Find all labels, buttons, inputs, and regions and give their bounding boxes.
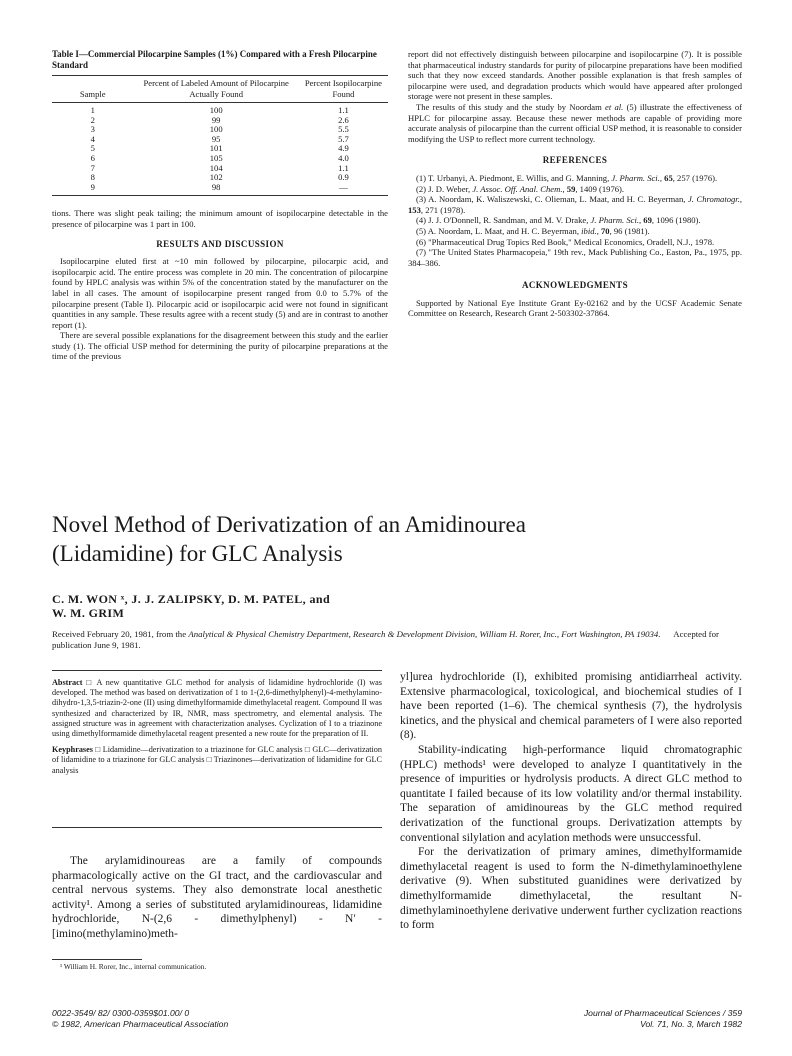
table-cell: 2.6	[338, 114, 349, 125]
keyphrases-text: Keyphrases □ Lidamidine—derivatization to a triazinone for GLC analysis □ GLC—derivatization of lidamidine to a triazinone for GLC analysis □ Triazinones—derivatization of lidamidine for GLC analysis	[52, 745, 382, 775]
left-top-column	[52, 49, 388, 362]
results-heading: RESULTS AND DISCUSSION	[156, 238, 284, 249]
table-cell: 6	[90, 152, 95, 163]
table-cell: 98	[211, 181, 221, 192]
table-pilocarpine	[52, 76, 388, 192]
table-cell: 105	[209, 152, 223, 163]
table-cell: 8	[90, 172, 95, 183]
table-cell: 9	[90, 181, 95, 192]
table-cell: —	[339, 181, 348, 192]
table-cell: 1.1	[338, 105, 349, 115]
table-cell: 5.5	[338, 124, 349, 135]
references-list	[408, 173, 742, 268]
discussion-paragraph-4: The results of this study and the study by Noordam et al. (5) illustrate the effectiveness of HPLC for pilocarpine assay. Because these newer methods are capable of providing more accurate analysis of pilocarpine than the current official USP method, it is reasonable to consider modifying the USP to reflect more current technology.	[408, 101, 742, 144]
footnote-rule	[52, 959, 142, 960]
table-cell: 102	[209, 172, 223, 183]
table-cell: 2	[90, 114, 95, 125]
body-left-column	[52, 854, 382, 942]
table-cell: 100	[209, 105, 223, 115]
table-cell: 1.1	[338, 162, 349, 173]
article-authors: C. M. WON ˣ, J. J. ZALIPSKY, D. M. PATEL, and W. M. GRIM	[52, 592, 331, 620]
body-right-column	[400, 670, 742, 933]
body-paragraph-3: Stability-indicating high-performance liquid chromatographic (HPLC) methods¹ were developed to analyze I quantitatively in the presence of impurities or hydrolysis products. A direct GLC method to quantitate I failed because of its low volatility and/or thermal instability. The separation of amidinoureas by the GLC method required derivatization of the functional groups. Derivatization attempts by conventional silylation and acylation methods were unsuccessful.	[400, 743, 742, 844]
table-cell: 5	[90, 143, 95, 154]
table-cell: 0.9	[338, 172, 349, 183]
table-header-percent-iso: Percent Isopilocarpine Found	[304, 78, 382, 99]
table-cell: 104	[209, 162, 223, 173]
body-paragraph-4: For the derivatization of primary amines, dimethylformamide dimethylacetal reagent is used to form the N-dimethylaminoethylene derivative (9). When substituted guanidines were derivatized by dimethylformamide dimethylacetal, the resultant N-dimethylaminoethylene derivative underwent further cyclization reactions to form	[400, 846, 742, 932]
reference-item: (5) A. Noordam, L. Maat, and H. C. Beyerman, ibid., 70, 96 (1981).	[416, 225, 650, 236]
body-paragraph-1: The arylamidinoureas are a family of compounds pharmacologically active on the GI tract, and the cardiovascular and central nervous systems. They also demonstrate local anesthetic activity¹. Among a series of substituted arylamidinoureas, lidamidine hydrochloride, N-(2,6 - dimethylphenyl) - N′ - [imino(methylamino)meth-	[52, 855, 382, 940]
abstract-bottom-rule	[52, 827, 382, 828]
table-header-sample: Sample	[79, 88, 106, 99]
results-paragraph-2: There are several possible explanations for the disagreement between this study and the earlier study (1). The official USP method for determining the purity of pilocarpine preparations at the time of the previous	[52, 330, 388, 362]
discussion-paragraph-3: report did not effectively distinguish between pilocarpine and isopilocarpine (7). It is possible that pharmaceutical industry standards for purity of pilocarpine preparations have been modified such that they now exceed standards. Another possible explanation is that fresh samples of pilocarpine were used, and degradation products which would have appeared after prolonged storage were not present in these samples.	[408, 49, 742, 102]
results-paragraph-1: Isopilocarpine eluted first at ~10 min followed by pilocarpine, pilocarpic acid, and isopilocarpic acid. The entire process was complete in 20 min. The concentration of pilocarpine found by HPLC analysis was within 5% of the concentration stated by the manufacturer on the label in all cases. The amount of isopilocarpine present ranged from 0.0 to 5.7% of the pilocarpine present (Table I). Pilocarpic acid or isopilocarpic acid were not found in significant quantities in any sample. These results agree with a recent study (5) and are in contrast to another report (1).	[52, 256, 388, 330]
footnote: ¹ William H. Rorer, Inc., internal communication.	[60, 962, 207, 971]
table-cell: 7	[90, 162, 95, 173]
reference-item: (2) J. D. Weber, J. Assoc. Off. Anal. Chem., 59, 1409 (1976).	[416, 183, 625, 194]
table-cell: 101	[209, 143, 223, 154]
table-cell: 4.9	[338, 143, 349, 154]
table-row	[52, 173, 388, 183]
abstract-box	[52, 670, 382, 782]
intro-paragraph: tions. There was slight peak tailing; the minimum amount of isopilocarpine detectable in the presence of pilocarpine was 1 part in 100.	[52, 208, 388, 229]
right-top-column	[408, 49, 742, 319]
table-cell: 4	[90, 133, 95, 144]
article-title: Novel Method of Derivatization of an Amidinourea (Lidamidine) for GLC Analysis	[52, 512, 526, 566]
table-cell: 99	[211, 114, 221, 125]
reference-item: (7) "The United States Pharmacopeia," 19th rev., Mack Publishing Co., Easton, Pa., 1975, pp. 384–386.	[408, 247, 742, 268]
reference-item: (4) J. J. O'Donnell, R. Sandman, and M. V. Drake, J. Pharm. Sci., 69, 1096 (1980).	[416, 215, 701, 226]
abstract-text: Abstract □ A new quantitative GLC method for analysis of lidamidine hydrochloride (I) was developed. The method was based on derivatization of 1 to 1-(2,6-dimethylphenyl)-4-methylamino-dihydro-1,3,5-triazin-2-one (II) using dimethylformamide dimethylacetal reagent. Compound II was synthesized and characterized by IR, NMR, mass spectrometry, and elemental analysis. The assigned structure was in agreement with characterization analyses. Cyclization of I to a triazinone using dimethylformamide dimethylacetal reagent presented a new route for the preparation of II.	[52, 678, 382, 739]
reference-item: (3) A. Noordam, K. Waliszewski, C. Olieman, L. Maat, and H. C. Beyerman, J. Chromatogr., 153, 271 (1978).	[408, 194, 742, 215]
references-heading: REFERENCES	[542, 155, 608, 166]
table-cell: 95	[211, 133, 221, 144]
reference-item: (6) "Pharmaceutical Drug Topics Red Book," Medical Economics, Oradell, N.J., 1978.	[416, 236, 715, 247]
table-cell: 1	[90, 105, 95, 115]
table-header-percent-labeled: Percent of Labeled Amount of Pilocarpine Actually Found	[143, 78, 289, 99]
table-cell: 3	[90, 124, 95, 135]
footer-right: Journal of Pharmaceutical Sciences / 359 Vol. 71, No. 3, March 1982	[583, 1008, 742, 1029]
table-cell: 5.7	[338, 133, 349, 144]
table-cell: 4.0	[338, 152, 349, 163]
table-caption: Table I—Commercial Pilocarpine Samples (1%) Compared with a Fresh Pilocarpine Standard	[52, 49, 377, 70]
table-cell: 100	[209, 124, 223, 135]
table-row	[52, 103, 388, 116]
acknowledgments-heading: ACKNOWLEDGMENTS	[521, 280, 628, 291]
footer-left: 0022-3549/ 82/ 0300-0359$01.00/ 0 © 1982, American Pharmaceutical Association	[52, 1008, 229, 1029]
received-line: Received February 20, 1981, from the Analytical & Physical Chemistry Department, Research & Development Division, William H. Rorer, Inc., Fort Washington, PA 19034. Accepted for publication June 9, 1981.	[52, 629, 719, 650]
acknowledgments-text: Supported by National Eye Institute Grant Ey-02162 and by the UCSF Academic Senate Committee on Research, Research Grant 2-503302-37864.	[408, 297, 742, 319]
body-paragraph-2: yl]urea hydrochloride (I), exhibited promising antidiarrheal activity. Extensive pharmacological, toxicological, and biochemical studies of I have been reported (1–6). The chemical synthesis (7), the hydrolysis kinetics, and the physical and chemical parameters of I were also reported (8).	[400, 671, 742, 742]
reference-item: (1) T. Urbanyi, A. Piedmont, E. Willis, and G. Manning, J. Pharm. Sci., 65, 257 (1976).	[416, 172, 718, 183]
table-row	[52, 183, 388, 193]
